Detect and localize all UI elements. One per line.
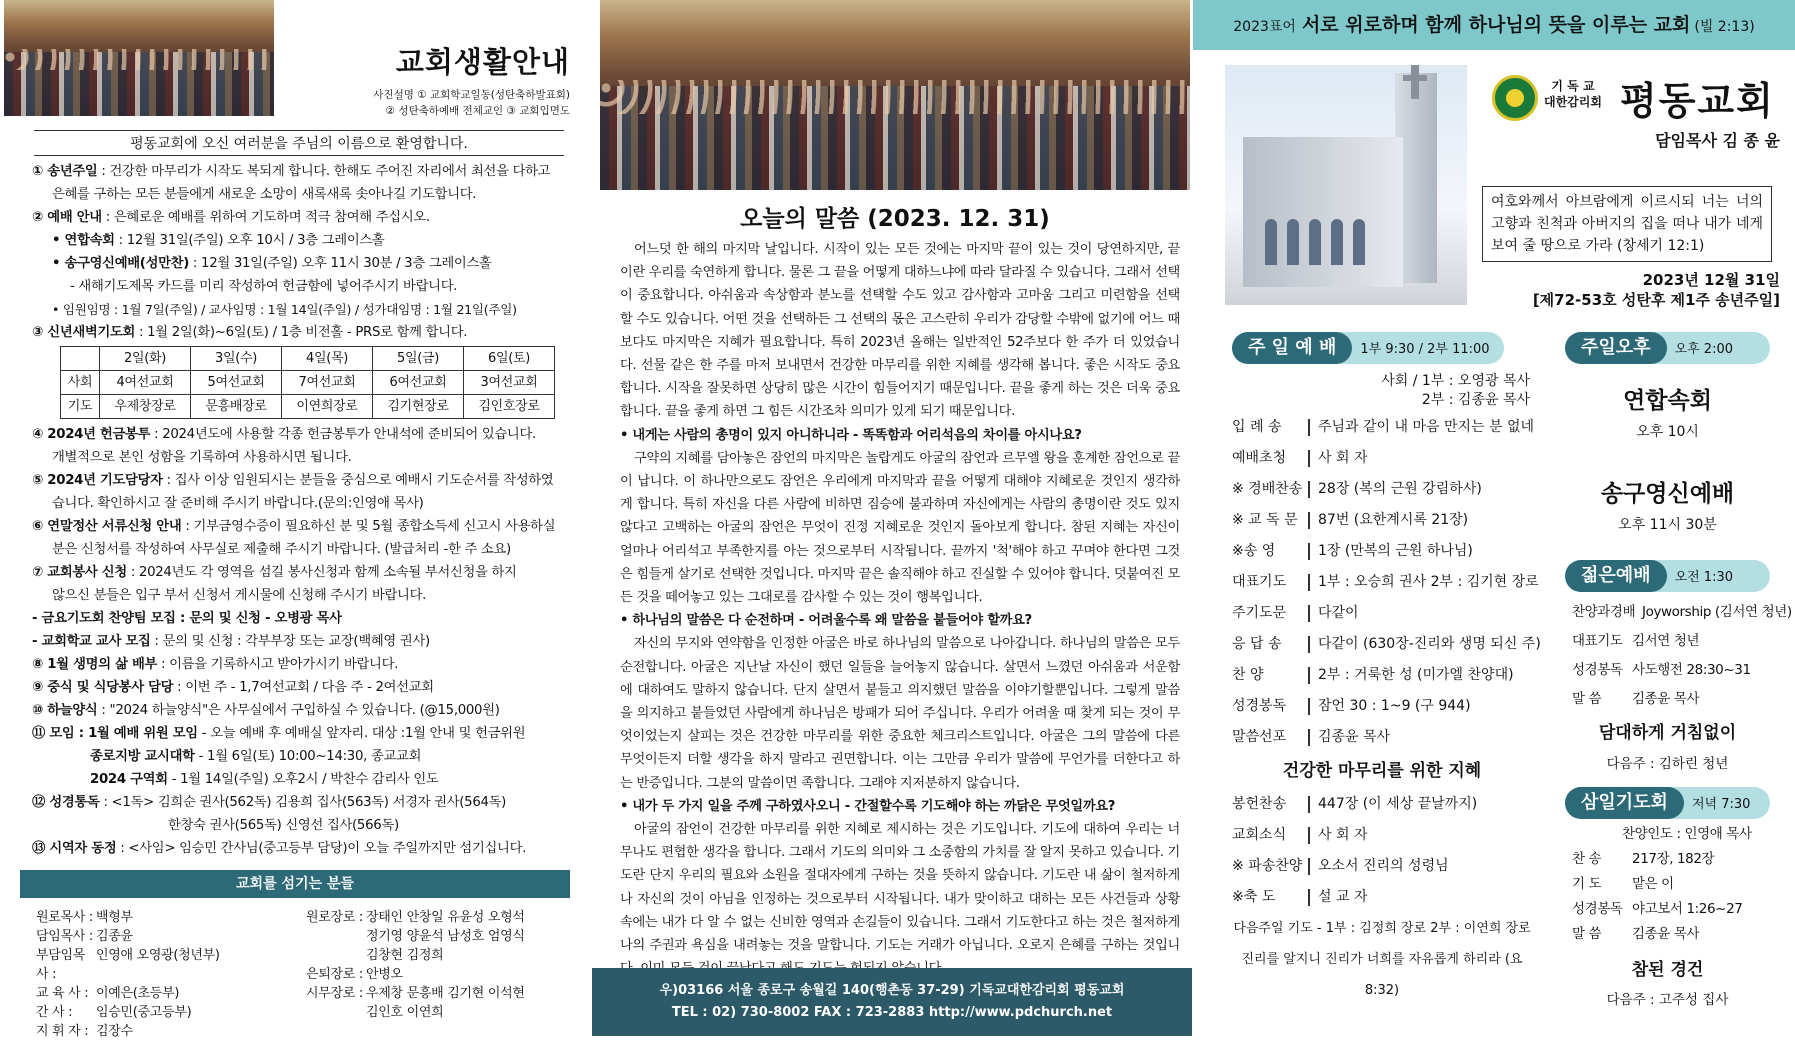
scripture-box: 여호와께서 아브람에게 이르시되 너는 너의 고향과 친척과 아버지의 집을 떠나 내가 네게 보여 줄 땅으로 가라 (창세기 12:1) bbox=[1482, 186, 1772, 262]
afternoon-event-1: 연합속회 오후 10시 bbox=[1623, 388, 1712, 440]
wednesday-prayer-header: 삼일기도회 저녁 7:30 bbox=[1565, 787, 1770, 819]
sermon-subheading: • 내게는 사람의 총명이 있지 아니하니라 - 똑똑함과 어리석음의 차이를 아시나요? bbox=[620, 427, 1082, 443]
welcome-line: 평동교회에 오신 여러분을 주님의 이름으로 환영합니다. bbox=[34, 130, 564, 156]
table-row: 기도 우제창장로 문흥배장로 이연희장로 김기현장로 김인호장로 bbox=[61, 395, 555, 419]
list-item: 대표기도 김서연 청년 bbox=[1572, 633, 1700, 649]
list-item: 봉헌찬송 447장 (이 세상 끝날까지) bbox=[1232, 796, 1478, 812]
list-item: 찬 송 217장, 182장 bbox=[1572, 851, 1715, 867]
list-item: 기 도 맡은 이 bbox=[1572, 876, 1674, 892]
list-item: 성경봉독 잠언 30 : 1~9 (구 944) bbox=[1232, 698, 1471, 714]
prayer-schedule-table bbox=[60, 346, 555, 419]
list-item: 교회소식 사 회 자 bbox=[1232, 827, 1368, 843]
address: 우)03166 서울 종로구 송월길 140(행촌동 37-29) 기독교대한감리회 평동교회 bbox=[659, 983, 1125, 998]
announce-1: ① 송년주일 : 건강한 마무리가 시작도 복되게 합니다. 한해도 주어진 자리에서 최선을 다하고 bbox=[32, 164, 551, 179]
paragraph: 아굴의 잠언이 건강한 마무리를 위한 지혜로 제시하는 것은 기도입니다. 기도에 대하여 우리는 너무나도 편협한 생각을 합니다. 그래서 기도의 의미와 그 소중함의 가치를 잘 알지 못하고 있습니다. 기도란 단지 우리의 필요와 소원을 절대자에게 구하는 것을 뜻하지 않습니다. 기도란 내 삶이 철저하게 나 자신의 것이 아님을 인정하는 것으로부터 시작됩니다. 내가 맞이하고 대하는 모든 사건들과 상황 속에는 내가 다 알 수 없는 신비한 영역과 손길들이 있습니다. 그래서 기도한다고 하는 것은 철저하게 나의 주권과 욕심을 내려놓는 것을 말합니다. 기도는 거래가 아닙니다. 오로지 은혜를 구하는 것입니 bbox=[620, 822, 1180, 954]
list-item: 원로목사 : 백형부 bbox=[36, 910, 133, 925]
announce-8: ⑧ 1월 생명의 삶 배부 : 이름을 기록하시고 받아가시기 바랍니다. bbox=[32, 657, 399, 672]
church-motto-verse: 진리를 알지니 진리가 너희를 자유롭게 하리라 (요 8:32) bbox=[1241, 952, 1523, 998]
list-item: ※축 도 설 교 자 bbox=[1232, 889, 1368, 905]
list-item: ※ 경배찬송 28장 (복의 근원 강림하사) bbox=[1232, 481, 1482, 497]
announce-10: ⑩ 하늘양식 : "2024 하늘양식"은 사무실에서 구입하실 수 있습니다. (@15,000원) bbox=[32, 703, 500, 718]
contact-footer bbox=[592, 968, 1192, 1036]
list-item: 찬 양 2부 : 거룩한 성 (미가엘 찬양대) bbox=[1232, 667, 1514, 683]
announce-5: ⑤ 2024년 기도담당자 : 집사 이상 임원되시는 분들을 중심으로 예배시 기도순서를 작성하였 bbox=[32, 473, 554, 488]
service-leaders: 사회 / 1부 : 오영광 목사 2부 : 김종윤 목사 bbox=[1381, 373, 1530, 408]
sermon-subheading: • 하나님의 말씀은 다 순전하며 - 어려울수록 왜 말씀을 붙들어야 할까요? bbox=[620, 613, 1032, 629]
youth-service-header: 젊은예배 오전 1:30 bbox=[1565, 560, 1770, 592]
list-item: 응 답 송 다같이 (630장-진리와 생명 되신 주) bbox=[1232, 636, 1541, 652]
paragraph: 자신의 무지와 연약함을 인정한 아굴은 바로 하나님의 말씀으로 나아갑니다. 하나님의 말씀은 모두 순전합니다. 아굴은 지난날 자신이 했던 일들을 늘어놓지 않습니다. 살면서 느꼈던 아쉬움과 서운함에 대하여도 말하지 않습니다. 단지 살면서 붙들고 의지했던 말씀을 이야기할뿐입니다. 그렇게 말씀을 의지하고 붙들었던 사람에게 하나님은 방패가 되어 주십니다. 우리가 어려울 때 찾게 되는 것이 무엇이었는지 살피는 것은 건강한 마무리를 위한 중요한 체크리스트입니다. 아굴은 그의 말씀에 다른 무엇이든지 더할 생각을 하지 말라고 권면합니다. 이는 그만큼 우리가 말씀에 무언가를 더한다고 하는 반증입니다. 그분의 말씀이면 족합니다. 그래야 지저분하지 않습니다. bbox=[620, 636, 1180, 791]
table-row: 사회 4여선교회 5여선교회 7여선교회 6여선교회 3여선교회 bbox=[61, 371, 555, 395]
list-item: 간 사 : 임승민(중고등부) bbox=[36, 1005, 192, 1020]
church-school-photo bbox=[4, 0, 274, 116]
list-item: ※ 교 독 문 87번 (요한계시록 21장) bbox=[1232, 512, 1469, 528]
list-item: 담임목사 : 김종윤 bbox=[36, 929, 133, 944]
announce-2: ② 예배 안내 : 은혜로운 예배를 위하여 기도하며 적극 참여해 주십시오. bbox=[32, 210, 430, 225]
list-item: 예배초청 사 회 자 bbox=[1232, 450, 1368, 466]
list-item: 지 휘 자 : 김장수 bbox=[36, 1024, 133, 1039]
wednesday-sermon-title: 참된 경건 bbox=[1631, 960, 1704, 980]
youth-order bbox=[1572, 598, 1792, 714]
list-item: ※송 영 1장 (만복의 근원 하나님) bbox=[1232, 543, 1473, 559]
staff-list-right bbox=[306, 908, 576, 1022]
list-item: 시무장로 : 우제창 문흥배 김기현 이석현 bbox=[306, 986, 525, 1001]
youth-next: 다음주 : 김하린 청년 bbox=[1606, 756, 1729, 772]
youth-sermon-title: 담대하게 거침없이 bbox=[1598, 723, 1737, 743]
church-name: 평동교회 bbox=[1620, 79, 1775, 123]
servers-heading: 교회를 섬기는 분들 bbox=[20, 870, 570, 898]
methodist-emblem-icon bbox=[1492, 75, 1538, 121]
next-week-prayer: 다음주일 기도 - 1부 : 김정희 장로 2부 : 이연희 장로 bbox=[1233, 921, 1531, 936]
announce-11: ⑪ 모임 : 1월 예배 위원 모임 - 오늘 예배 후 예배실 앞자리. 대상 :1월 안내 및 헌금위원 bbox=[32, 726, 526, 741]
sermon-body bbox=[620, 238, 1180, 981]
announce-13: ⑬ 시역자 동정 : <사임> 임승민 간사님(중고등부 담당)이 오늘 주일까지만 섬기십니다. bbox=[32, 841, 527, 856]
list-item: 은퇴장로 : 안병오 bbox=[306, 967, 403, 982]
announce-7: ⑦ 교회봉사 신청 : 2024년도 각 영역을 섬길 봉사신청과 함께 소속될 부서신청을 하지 bbox=[32, 565, 517, 580]
afternoon-event-2: 송구영신예배 오후 11시 30분 bbox=[1600, 481, 1735, 533]
list-item: 성경봉독 사도행전 28:30~31 bbox=[1572, 662, 1751, 678]
list-item: 김인호 이연희 bbox=[366, 1005, 444, 1020]
order-of-service bbox=[1232, 412, 1541, 1006]
sermon-heading: 오늘의 말씀 (2023. 12. 31) bbox=[740, 206, 1050, 232]
announce-4: ④ 2024년 헌금봉투 : 2024년도에 사용할 각종 헌금봉투가 안내석에 준비되어 있습니다. bbox=[32, 427, 536, 442]
announce-6: ⑥ 연말정산 서류신청 안내 : 기부금영수증이 필요하신 분 및 5월 종합소득세 신고시 사용하실 bbox=[32, 519, 556, 534]
list-item: 말씀선포 김종윤 목사 bbox=[1232, 729, 1391, 745]
paragraph: 어느덧 한 해의 마지막 날입니다. 시작이 있는 모든 것에는 마지막 끝이 있는 것이 당연하지만, 끝이란 우리를 숙연하게 합니다. 물론 그 끝을 어떻게 대하느냐에 따라 달라질 수 있습니다. 그래서 선택이 중요합니다. 아쉬움과 속상함과 분노를 선택할 수도 있고 감사함과 고마움 그리고 미련함을 선택할 수도 있습니다. 어떤 것을 선택하든 그 선택의 몫은 고스란히 우리가 감당할 수밖에 없기에 어느 때보다도 마지막은 지혜가 필요합니다. 특히 2023년 올해는 일반적인 52주보다 한 주가 더 있었습니다. 선물 같은 한 주를 마저 보내면서 건강한 마무리를 위한 지혜를 생각해 봅니다. 좋은 시작도 중요합니다. 시작을 잘못하면 상당히 많은 시간이 힘들어지기 때문입니다. 끝을 좋게 하는 것은 더욱 중요합니다. 끝을 좋게 하면 그 힘든 시간조차 의미가 있게 되기 때문입니다. bbox=[620, 242, 1180, 420]
list-item: 원로장로 : 장태인 안창일 유윤성 오형석 bbox=[306, 910, 525, 925]
list-item: 말 씀 김종윤 목사 bbox=[1572, 926, 1700, 942]
table-row: 2일(화) 3일(수) 4일(목) 5일(금) 6일(토) bbox=[61, 347, 555, 371]
list-item: 김창현 김정희 bbox=[366, 948, 444, 963]
announcements: ① 송년주일 : 건강한 마무리가 시작도 복되게 합니다. 한해도 주어진 자리에서 최선을 다하고 은혜를 구하는 모든 분들에게 새로운 소망이 새록새록 솟아나길 기도합니다. ② 예배 안내 : 은혜로운 예배를 위하여 기도하며 적극 참여해 주십시오. • 연합속회 : 12월 31일(주일) 오후 10시 / 3층 그레이스홀 • 송구영신예배(성만찬) : 12월 31일(주일) 오후 11시 30분 / 3층 그레이스홀 - 새해기도제목 카드를 미리 작성하여 헌금함에 넣어주시기 바랍니다. • 임원임명 : 1월 7일(주일) / 교사임명 : 1월 14일(주일) / 성가대임명 : 1월 21일(주일) ③ 신년새벽기도회 : 1월 2일(화)~6일(토) / 1층 비전홀 - PRS로 함께 합니다. 2일(화) 3일(수) 4일(목) 5일(금) 6일(토) 사회 4여선교회 5여선교회 7여선교회 6여선교회 3여선교회 기도 우제창장로 문흥배장로 이연희장로 김기현장로 김인호장로 ④ 2024년 헌금봉투 : 2024년도에 사용할 각종 헌금봉투가 안내석에 준비되어 있습니다. 개별적으로 본인 성함을 기록하여 사용하시면 됩니다. ⑤ 2024년 기도담당자 : 집사 이상 임원되시는 분들을 중심으로 예배시 기도순서를 작성하였 습니다. 확인하시고 잘 준비해 주시기 바랍니다.(문의:인영애 목사) ⑥ 연말정산 서류신청 안내 : 기부금영수증이 필요하신 분 및 5월 종합소득세 신고시 사용하실 분은 신청서를 작성하여 사무실로 제출해 주시기 바랍니다. (발급처리 -한 주 소요) ⑦ 교회봉사 신청 : 2024년도 각 영역을 섬길 봉사신청과 함께 소속될 부서신청을 하지 않으신 분들은 입구 부서 신청서 게시물에 신청해 주시기 바랍니다. - 금요기도회 찬양팀 모집 : 문의 및 신청 - 오병광 목사 - 교회학교 교사 모집 : 문의 및 신청 : 각부부장 또는 교장(백혜영 권사) ⑧ 1월 생명의 삶 배부 : 이름을 기록하시고 받아가시기 바랍니다. ⑨ 중식 및 식당봉사 담당 : 이번 주 - 1,7여선교회 / 다음 주 - 2여선교회 ⑩ 하늘양식 : "2024 하늘양식"은 사무실에서 구입하실 수 있습니다. (@15,000원) ⑪ 모임 : 1월 예배 위원 모임 - 오늘 예배 후 예배실 앞자리. 대상 :1월 안내 및 헌금위원 종로지방 교시대학 - 1월 6일(토) 10:00~14:30, 종교교회 2024 구역회 - 1월 14일(주일) 오후2시 / 박찬수 감리사 인도 ⑫ 성경통독 : <1독> 김희순 권사(562독) 김용희 집사(563독) 서경자 권사(564독) 한창숙 권사(565독) 신영선 집사(566독) ⑬ 시역자 동정 : <사임> 임승민 간사님(중고등부 담당)이 오늘 주일까지만 섬기십니다. bbox=[32, 160, 572, 860]
list-item: 성경봉독 야고보서 1:26~27 bbox=[1572, 901, 1743, 917]
sunday-service-header: 주 일 예 배 1부 9:30 / 2부 11:00 bbox=[1232, 332, 1504, 364]
list-item: 부담임목사 : 인영애 오영광(청년부) bbox=[36, 948, 220, 982]
congregation-photo bbox=[600, 0, 1190, 190]
staff-list-left bbox=[36, 908, 286, 1041]
motto-banner: 2023표어 서로 위로하며 함께 하나님의 뜻을 이루는 교회 (빌 2:13) bbox=[1193, 0, 1795, 50]
announce-3: ③ 신년새벽기도회 : 1월 2일(화)~6일(토) / 1층 비전홀 - PRS로 함께 합니다. bbox=[32, 325, 468, 340]
denomination: 기 독 교 대한감리회 bbox=[1544, 79, 1602, 109]
list-item: ※ 파송찬양 오소서 진리의 성령님 bbox=[1232, 858, 1449, 874]
page-title: 교회생활안내 bbox=[395, 45, 570, 79]
list-item: 대표기도 1부 : 오승희 권사 2부 : 김기현 장로 bbox=[1232, 574, 1539, 590]
photo-caption: 사진설명 ① 교회학교일동(성탄축하발표회) ② 성탄축하예배 전체교인 ③ 교회입면도 bbox=[373, 89, 570, 117]
sunday-afternoon-header: 주일오후 오후 2:00 bbox=[1565, 332, 1770, 364]
announce-9: ⑨ 중식 및 식당봉사 담당 : 이번 주 - 1,7여선교회 / 다음 주 - 2여선교회 bbox=[32, 680, 434, 695]
paragraph: 구약의 지혜를 담아놓은 잠언의 마지막은 놀랍게도 아굴의 잠언과 르무엘 왕을 훈계한 잠언으로 끝이 납니다. 이 하나만으로도 잠언은 우리에게 마지막과 끝을 어떻게 대해야 지혜로운 것인지 생각하게 합니다. 특히 자신을 다른 사람에 비하면 짐승에 불과하며 자신에게는 사람의 총명이란 것도 있지 않다고 고백하는 아굴의 잠언은 무엇이 진정 지혜로운 것인지 돌아보게 합니다. 참된 지혜는 자신이 얼마나 어리석고 부족한지를 아는 것으로부터 시작됩니다. 끝까지 '척'해야 하고 꾸며야 한다면 그것은 힘들게 살기로 선택한 것입니다. 마지막 끝은 솔직해야 하고 진실할 수 있어야 합니다. 덧붙여진 모든 것을 떼어놓고 있는 그대로를 감사할 수 있는 것이 행복입니다. bbox=[620, 450, 1180, 606]
wednesday-order bbox=[1572, 822, 1782, 947]
church-building-illustration bbox=[1225, 65, 1467, 305]
sermon-subheading: • 내가 두 가지 일을 주께 구하였사오니 - 간절할수록 기도해야 하는 까닭은 무엇일까요? bbox=[620, 798, 1116, 814]
list-item: 정기영 양윤석 남성호 엄영식 bbox=[366, 929, 525, 944]
list-item: 찬양과경배 Joyworship (김서연 청년) bbox=[1572, 604, 1792, 620]
bulletin-date: 2023년 12월 31일 [제72-53호 성탄후 제1주 송년주일] bbox=[1532, 271, 1780, 309]
contact-info: TEL : 02) 730-8002 FAX : 723-2883 http://www.pdchurch.net bbox=[671, 1005, 1113, 1020]
list-item: 말 씀 김종윤 목사 bbox=[1572, 691, 1700, 707]
list-item: 교 육 사 : 이예은(초등부) bbox=[36, 986, 180, 1001]
list-item: 찬양인도 : 인영애 목사 bbox=[1622, 826, 1752, 842]
wednesday-next: 다음주 : 고주성 집사 bbox=[1606, 992, 1729, 1008]
page-header bbox=[300, 40, 570, 119]
list-item: 주기도문 다같이 bbox=[1232, 605, 1359, 621]
senior-pastor: 담임목사 김 종 윤 bbox=[1655, 131, 1780, 150]
list-item: 입 례 송 주님과 같이 내 마음 만지는 분 없네 bbox=[1232, 419, 1535, 435]
announce-12: ⑫ 성경통독 : <1독> 김희순 권사(562독) 김용희 집사(563독) 서경자 권사(564독) bbox=[32, 795, 507, 810]
sermon-title: 건강한 마무리를 위한 지혜 bbox=[1282, 761, 1482, 781]
